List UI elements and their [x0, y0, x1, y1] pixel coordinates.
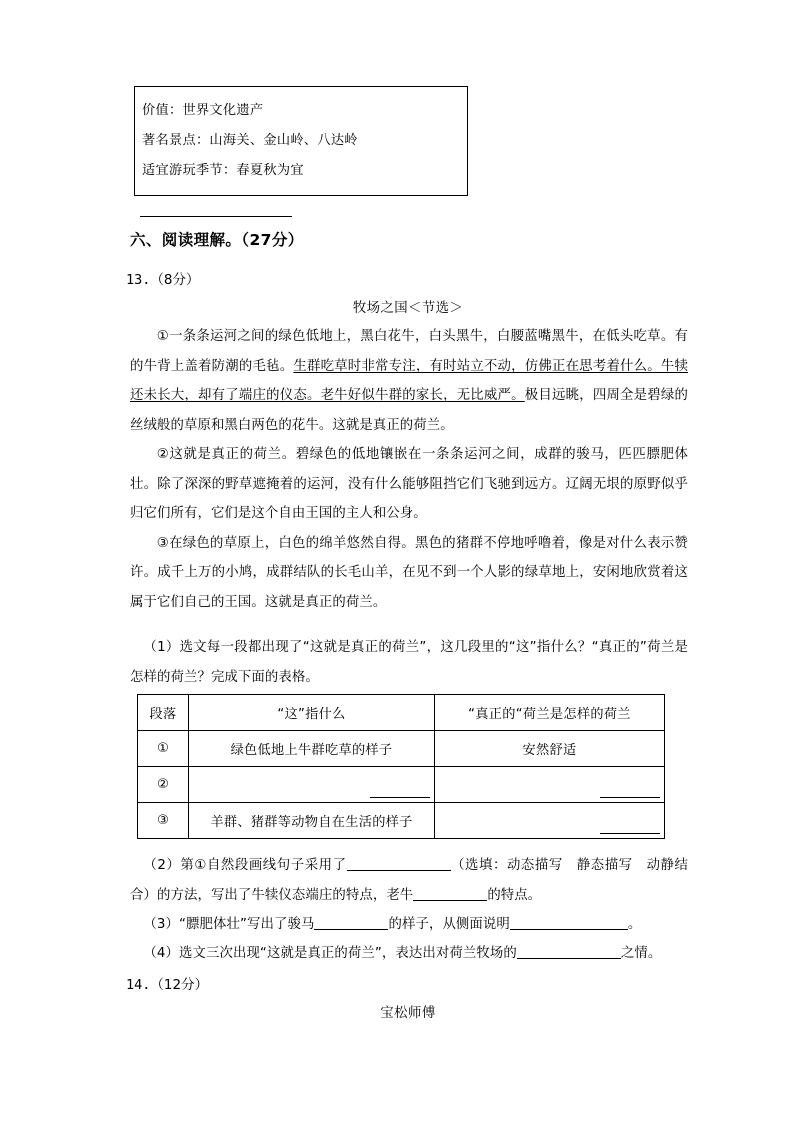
answer-blank-line — [600, 796, 660, 798]
question-14-index: 14 — [126, 977, 143, 993]
table-cell-segment: ② — [138, 767, 189, 803]
answer-blank-q2-b[interactable] — [413, 900, 487, 901]
paragraph-marker-2: ② — [156, 447, 170, 462]
question-14-dot: . — [142, 977, 151, 993]
table-row — [138, 731, 665, 767]
paragraph-3-text: 在绿色的草原上，白色的绵羊悠然自得。黑色的猪群不停地呼噜着，像是对什么表示赞许。成千上万的小鸠，成群结队的长毛山羊，在见不到一个人影的绿草地上，安闲地欣赏着这属于它们自己的王国。这就是真正的荷兰。 — [130, 535, 689, 610]
table-cell-refers: 绿色低地上牛群吃草的样子 — [189, 731, 435, 767]
paragraph-1-underlined: 生群吃草时非常专注，有时站立不动，仿佛正在思考着什么。牛犊还未长大，却有了端庄的仪态。老牛好似牛群的家长，无比威严。 — [130, 358, 688, 403]
question-13-index: 13 — [126, 272, 143, 288]
table-cell-segment: ① — [138, 731, 189, 767]
answer-blank-q4[interactable] — [517, 958, 621, 959]
answer-blank-q2-a[interactable] — [347, 870, 451, 871]
passage-title-14: 宝松师傅 — [380, 1006, 436, 1021]
table-header-refers: “这”指什么 — [189, 695, 435, 731]
answer-blank-line — [370, 796, 430, 798]
passage-paragraph-2 — [130, 440, 688, 529]
passage-paragraph-3 — [130, 529, 688, 618]
sub-question-4 — [130, 939, 688, 969]
answer-table — [137, 694, 665, 839]
sub-question-3-part1: （3）“膘肥体壮”写出了骏马 — [143, 917, 315, 932]
paragraph-1-pre: 一条条运河之间的绿色低地上，黑白花牛，白头黑牛，白腰蓝嘴黑牛，在低头吃草。有的牛背上盖着防潮的毛毡。 — [130, 329, 689, 374]
question-13-score: （8分） — [150, 272, 200, 288]
table-cell-kind: 安然舒适 — [435, 731, 665, 767]
info-box-line-value: 价值：世界文化遗产 — [142, 103, 264, 118]
table-cell-refers-blank[interactable] — [189, 767, 435, 803]
paragraph-marker-1: ① — [156, 329, 170, 344]
paragraph-marker-3: ③ — [156, 535, 170, 551]
passage-body-13 — [130, 322, 688, 617]
info-box — [134, 86, 468, 196]
sub-question-4-part1: （4）选文三次出现“这就是真正的荷兰”，表达出对荷兰牧场的 — [143, 946, 517, 961]
table-cell-kind-blank[interactable] — [435, 767, 665, 803]
section-heading: 六、阅读理解。（27分） — [130, 231, 304, 249]
sub-question-2 — [130, 851, 688, 910]
table-row — [138, 803, 665, 839]
answer-blank-line — [600, 832, 660, 834]
table-header-row — [138, 695, 665, 731]
table-cell-segment: ③ — [138, 803, 189, 839]
passage-title-13: 牧场之国＜节选＞ — [352, 301, 464, 316]
sub-question-2-part3: 的特点。 — [487, 887, 542, 903]
horizontal-rule — [140, 216, 292, 217]
table-header-segment: 段落 — [138, 695, 189, 731]
sub-question-2-part1: （2）第①自然段画线句子采用了 — [143, 858, 347, 873]
paragraph-2-text: 这就是真正的荷兰。碧绿色的低地镶嵌在一条条运河之间，成群的骏马，匹匹膘肥体壮。除了深深的野草遮掩着的运河，没有什么能够阻挡它们飞驰到远方。辽阔无垠的原野似乎归它们所有，它们是这个自由王国的主人和公身。 — [130, 447, 689, 521]
question-14-score: （12分） — [150, 977, 209, 993]
sub-question-1: （1）选文每一段都出现了“这就是真正的荷兰”，这几段里的“这”指什么？“真正的”荷兰是怎样的荷兰？完成下面的表格。 — [130, 640, 688, 685]
passage-paragraph-1 — [130, 322, 688, 440]
sub-question-3-part3: 。 — [627, 917, 642, 932]
table-cell-kind-blank[interactable] — [435, 803, 665, 839]
info-box-line-attractions: 著名景点：山海关、金山岭、八达岭 — [142, 133, 358, 148]
question-14-number — [126, 973, 208, 993]
sub-question-4-part2: 之情。 — [620, 946, 662, 961]
question-13-number — [126, 268, 200, 288]
sub-question-2-part2: （选填：动态描写 静态描写 动静结合）的方法，写出了牛犊仪态端庄的特点，老牛 — [130, 858, 689, 903]
sub-question-3-part2: 的样子，从侧面说明 — [388, 917, 510, 932]
answer-blank-q3-a[interactable] — [314, 929, 388, 930]
answer-blank-q3-b[interactable] — [510, 929, 628, 930]
info-box-line-season: 适宜游玩季节：春夏秋为宜 — [142, 163, 304, 178]
table-row — [138, 767, 665, 803]
paragraph-1-post: 极目远眺，四周全是碧绿的丝绒般的草原和黑白两色的花牛。这就是真正的荷兰。 — [130, 388, 688, 433]
question-13-dot: . — [142, 272, 151, 288]
table-cell-refers: 羊群、猪群等动物自在生活的样子 — [189, 803, 435, 839]
sub-question-3 — [130, 910, 688, 940]
table-header-kind: “真正的“荷兰是怎样的荷兰 — [435, 695, 665, 731]
